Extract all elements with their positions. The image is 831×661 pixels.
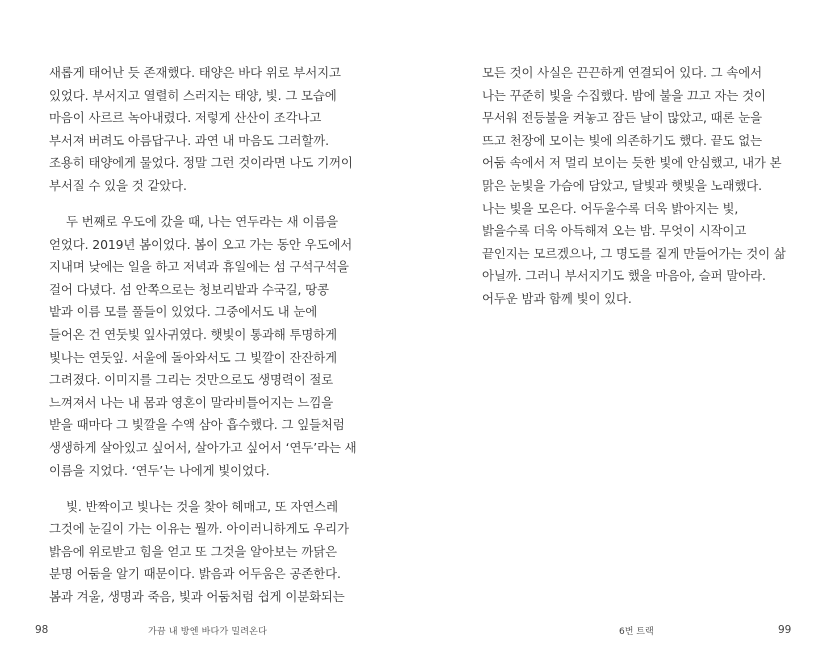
paragraph <box>49 62 359 198</box>
text-line: 조용히 태양에게 물었다. 정말 그런 것이라면 나도 기꺼이 <box>49 155 353 171</box>
text-line: 지내며 낮에는 일을 하고 저녁과 휴일에는 섬 구석구석을 <box>49 259 349 275</box>
right-running-title: 6번 트랙 <box>619 627 654 637</box>
text-line: 있었다. 부서지고 열렬히 스러지는 태양, 빛. 그 모습에 <box>49 87 337 103</box>
text-line: 이름을 지었다. ‘연두’는 나에게 빛이었다. <box>49 462 270 478</box>
text-line: 느껴져서 나는 내 몸과 영혼이 말라비틀어지는 느낌을 <box>49 394 334 410</box>
text-line: 나는 빛을 모은다. 어두울수록 더욱 밝아지는 빛, <box>482 200 739 216</box>
text-line: 받을 때마다 그 빛깔을 수액 삼아 흡수했다. 그 잎들처럼 <box>49 417 345 433</box>
text-line: 밭과 이름 모를 풀들이 있었다. 그중에서도 내 눈에 <box>49 304 318 320</box>
text-line: 부서져 버려도 아름답구나. 과연 내 마음도 그러할까. <box>49 132 329 148</box>
text-line: 빛나는 연둣잎. 서울에 돌아와서도 그 빛깔이 잔잔하게 <box>49 349 337 365</box>
text-line: 밝을수록 더욱 아득해져 오는 밤. 무엇이 시작이고 <box>482 223 747 239</box>
right-page <box>415 0 831 661</box>
text-line: 분명 어둠을 알기 때문이다. 밝음과 어두움은 공존한다. <box>49 566 341 582</box>
left-page-number: 98 <box>35 624 49 636</box>
text-line: 아닐까. 그러니 부서지기도 했을 마음아, 슬퍼 말아라. <box>482 268 766 284</box>
text-line: 그것에 눈길이 가는 이유는 뭘까. 아이러니하게도 우리가 <box>49 521 349 537</box>
text-line: 밝음에 위로받고 힘을 얻고 또 그것을 알아보는 까닭은 <box>49 543 337 559</box>
text-line: 맑은 눈빛을 가슴에 담았고, 달빛과 햇빛을 노래했다. <box>482 177 762 193</box>
text-line: 모든 것이 사실은 끈끈하게 연결되어 있다. 그 속에서 <box>482 65 762 80</box>
right-page-body <box>482 62 787 311</box>
text-line: 생생하게 살아있고 싶어서, 살아가고 싶어서 ‘연두’라는 새 <box>49 440 357 455</box>
right-page-number: 99 <box>778 624 792 636</box>
text-line: 그려졌다. 이미지를 그리는 것만으로도 생명력이 절로 <box>49 372 334 388</box>
paragraph <box>482 62 787 311</box>
text-line: 어둠 속에서 저 멀리 보이는 듯한 빛에 안심했고, 내가 본 <box>482 155 782 171</box>
text-line: 마음이 사르르 녹아내렸다. 저렇게 산산이 조각나고 <box>49 110 322 126</box>
text-line: 어두운 밤과 함께 빛이 있다. <box>482 290 632 306</box>
left-running-title: 가끔 내 방엔 바다가 밀려온다 <box>148 627 267 637</box>
paragraph-gap <box>49 198 359 212</box>
text-line: 끝인지는 모르겠으나, 그 명도를 짙게 만들어가는 것이 삶 <box>482 245 786 261</box>
left-page <box>0 0 415 661</box>
text-line: 들어온 건 연둣빛 잎사귀였다. 햇빛이 통과해 투명하게 <box>49 327 337 343</box>
text-line: 빛. 반짝이고 빛나는 것을 찾아 헤매고, 또 자연스레 <box>66 498 338 514</box>
text-line: 걸어 다녔다. 섬 안쪽으로는 청보리밭과 수국길, 땅콩 <box>49 281 329 297</box>
text-line: 얻었다. 2019년 봄이었다. 봄이 오고 가는 동안 우도에서 <box>49 236 353 252</box>
text-line: 뜨고 천장에 모이는 빛에 의존하기도 했다. 끝도 없는 <box>482 132 762 148</box>
text-line: 새롭게 태어난 듯 존재했다. 태양은 바다 위로 부서지고 <box>49 65 341 80</box>
text-line: 부서질 수 있을 것 같았다. <box>49 177 187 193</box>
text-line: 나는 꾸준히 빛을 수집했다. 밤에 불을 끄고 자는 것이 <box>482 87 766 103</box>
text-line: 무서워 전등불을 켜놓고 잠든 날이 많았고, 때론 눈을 <box>482 110 762 126</box>
paragraph-gap <box>49 482 359 496</box>
paragraph <box>49 211 359 482</box>
text-line: 두 번째로 우도에 갔을 때, 나는 연두라는 새 이름을 <box>66 214 338 230</box>
left-page-body <box>49 62 359 609</box>
text-line: 봄과 겨울, 생명과 죽음, 빛과 어둠처럼 쉽게 이분화되는 <box>49 589 345 605</box>
paragraph <box>49 496 359 609</box>
